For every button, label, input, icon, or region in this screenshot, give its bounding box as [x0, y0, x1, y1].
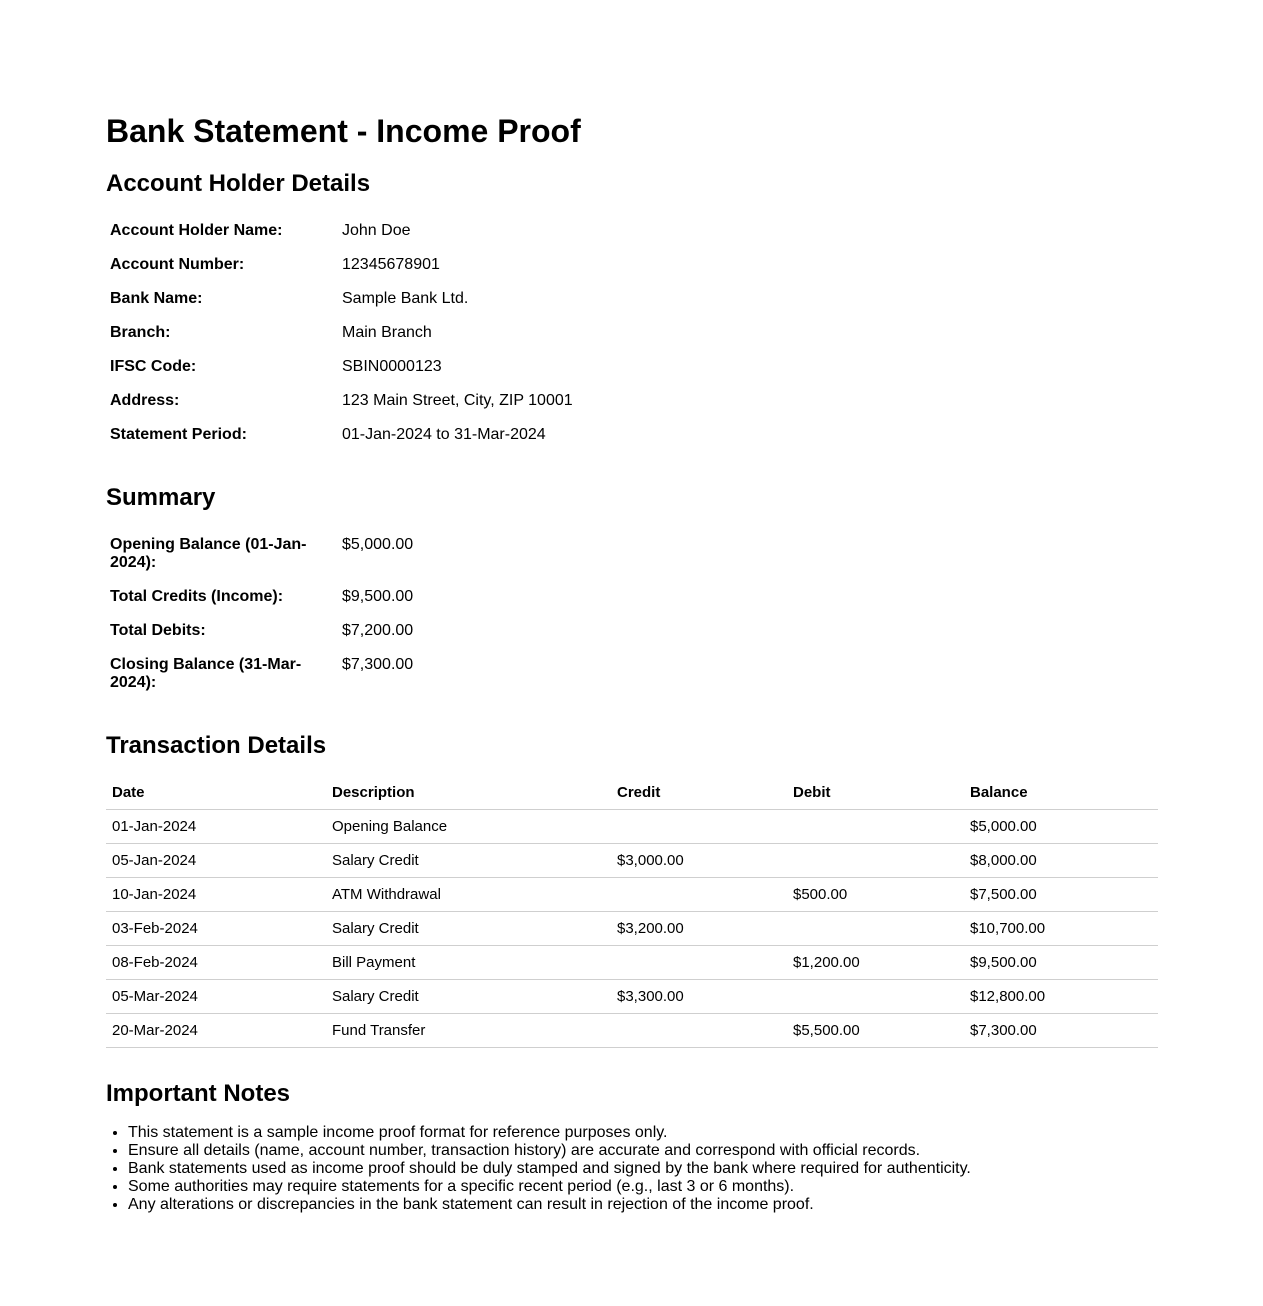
cell-balance: $10,700.00 [964, 912, 1158, 946]
cell-balance: $7,300.00 [964, 1014, 1158, 1048]
cell-debit: $5,500.00 [787, 1014, 964, 1048]
summary-row-credits [106, 580, 417, 614]
cell-debit [787, 980, 964, 1014]
account-row-number [106, 248, 577, 282]
column-header-debit: Debit [787, 776, 964, 810]
cell-date: 08-Feb-2024 [106, 946, 326, 980]
cell-description: Fund Transfer [326, 1014, 611, 1048]
summary-value: $9,500.00 [342, 588, 414, 605]
table-row [106, 878, 1158, 912]
table-row [106, 980, 1158, 1014]
account-value: 01-Jan-2024 to 31-Mar-2024 [342, 426, 546, 443]
summary-row-opening [106, 528, 417, 580]
cell-date: 05-Mar-2024 [106, 980, 326, 1014]
column-header-balance: Balance [964, 776, 1158, 810]
summary-label: Total Credits (Income): [110, 588, 284, 605]
cell-description: Salary Credit [326, 980, 611, 1014]
summary-value: $5,000.00 [342, 536, 414, 553]
cell-credit [611, 946, 787, 980]
cell-balance: $12,800.00 [964, 980, 1158, 1014]
cell-debit: $500.00 [787, 878, 964, 912]
summary-heading: Summary [106, 484, 216, 511]
account-label: Address: [110, 392, 180, 409]
account-row-name [106, 214, 577, 248]
cell-date: 03-Feb-2024 [106, 912, 326, 946]
column-header-date: Date [106, 776, 326, 810]
list-item: • Ensure all details (name, account number, transaction history) are accurate and correspond with official records. [128, 1142, 971, 1160]
account-value: 12345678901 [342, 256, 440, 273]
account-value: Main Branch [342, 324, 432, 341]
transactions-table [106, 776, 1158, 1048]
account-row-ifsc [106, 350, 577, 384]
cell-description: Salary Credit [326, 844, 611, 878]
cell-balance: $8,000.00 [964, 844, 1158, 878]
notes-list [106, 1124, 971, 1214]
notes-heading: Important Notes [106, 1080, 291, 1107]
cell-debit [787, 810, 964, 844]
summary-label: Total Debits: [110, 622, 206, 639]
cell-credit [611, 810, 787, 844]
column-header-credit: Credit [611, 776, 787, 810]
cell-date: 10-Jan-2024 [106, 878, 326, 912]
list-item: • Bank statements used as income proof should be duly stamped and signed by the bank where required for authenticity. [128, 1160, 971, 1178]
cell-credit [611, 1014, 787, 1048]
cell-debit [787, 912, 964, 946]
cell-credit: $3,000.00 [611, 844, 787, 878]
account-label: Bank Name: [110, 290, 203, 307]
account-label: IFSC Code: [110, 358, 197, 375]
account-details-heading: Account Holder Details [106, 170, 371, 197]
cell-credit [611, 878, 787, 912]
account-value: Sample Bank Ltd. [342, 290, 469, 307]
account-value: SBIN0000123 [342, 358, 442, 375]
list-item: • This statement is a sample income proof format for reference purposes only. [128, 1124, 971, 1142]
summary-value: $7,200.00 [342, 622, 414, 639]
cell-credit: $3,300.00 [611, 980, 787, 1014]
account-value: 123 Main Street, City, ZIP 10001 [342, 392, 573, 409]
cell-description: ATM Withdrawal [326, 878, 611, 912]
summary-row-debits [106, 614, 417, 648]
account-details-table [106, 214, 577, 452]
cell-balance: $5,000.00 [964, 810, 1158, 844]
account-row-address [106, 384, 577, 418]
summary-value: $7,300.00 [342, 656, 414, 673]
account-row-branch [106, 316, 577, 350]
cell-date: 20-Mar-2024 [106, 1014, 326, 1048]
account-row-period [106, 418, 577, 452]
table-row [106, 1014, 1158, 1048]
table-row [106, 844, 1158, 878]
table-row [106, 912, 1158, 946]
cell-credit: $3,200.00 [611, 912, 787, 946]
cell-description: Salary Credit [326, 912, 611, 946]
list-item: • Some authorities may require statements for a specific recent period (e.g., last 3 or 6 months). [128, 1178, 971, 1196]
cell-date: 01-Jan-2024 [106, 810, 326, 844]
summary-row-closing [106, 648, 417, 700]
table-row [106, 810, 1158, 844]
summary-table [106, 528, 417, 700]
cell-debit: $1,200.00 [787, 946, 964, 980]
cell-balance: $9,500.00 [964, 946, 1158, 980]
transactions-header-row [106, 776, 1158, 810]
account-label: Branch: [110, 324, 171, 341]
summary-label: Opening Balance (01-Jan-2024): [110, 536, 307, 571]
account-value: John Doe [342, 222, 411, 239]
account-label: Account Holder Name: [110, 222, 283, 239]
cell-date: 05-Jan-2024 [106, 844, 326, 878]
transactions-heading: Transaction Details [106, 732, 327, 759]
cell-description: Bill Payment [326, 946, 611, 980]
cell-debit [787, 844, 964, 878]
page-title: Bank Statement - Income Proof [106, 113, 581, 149]
column-header-description: Description [326, 776, 611, 810]
account-row-bank [106, 282, 577, 316]
account-label: Account Number: [110, 256, 245, 273]
cell-balance: $7,500.00 [964, 878, 1158, 912]
cell-description: Opening Balance [326, 810, 611, 844]
account-label: Statement Period: [110, 426, 247, 443]
summary-label: Closing Balance (31-Mar-2024): [110, 656, 302, 691]
list-item: • Any alterations or discrepancies in the bank statement can result in rejection of the income proof. [128, 1196, 971, 1214]
table-row [106, 946, 1158, 980]
